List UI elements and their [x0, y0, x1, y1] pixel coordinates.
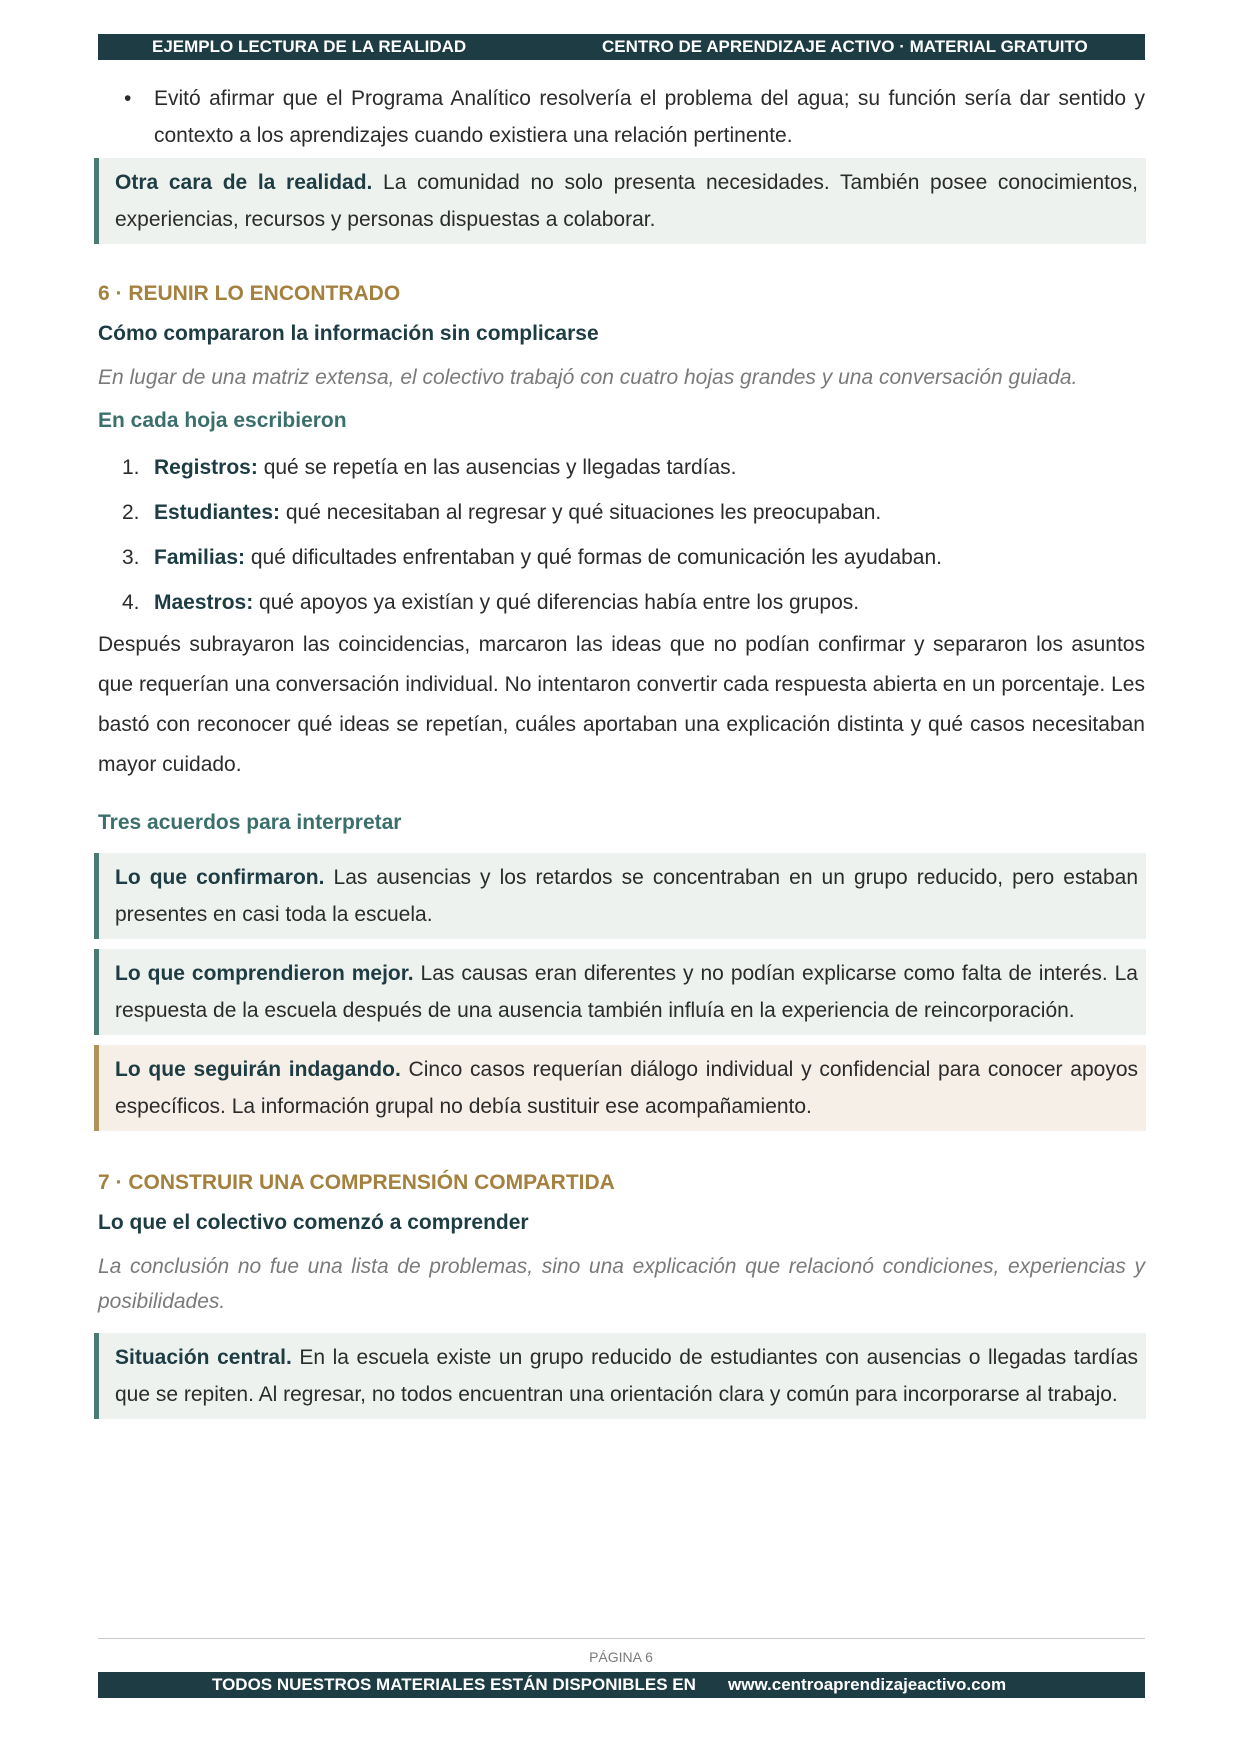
list-title: En cada hoja escribieron [98, 409, 347, 432]
callout-text: La comunidad no solo presenta necesidades. También posee conocimientos, experiencias, recursos y personas dispuestas a colaborar. [115, 171, 1138, 231]
section-7-intro: La conclusión no fue una lista de problemas, sino una explicación que relacionó condiciones, experiencias y posibilidades. [98, 1255, 1145, 1313]
list-item: 3. Familias: qué dificultades enfrentaban y qué formas de comunicación les ayudaban. [122, 546, 942, 569]
section-7-title: 7 · CONSTRUIR UNA COMPRENSIÓN COMPARTIDA [98, 1171, 615, 1194]
callout-bold-label: Otra cara de la realidad. [115, 171, 373, 194]
section-6-intro: En lugar de una matriz extensa, el colectivo trabajó con cuatro hojas grandes y una conversación guiada. [98, 366, 1078, 389]
section-6-subtitle: Cómo compararon la información sin complicarse [98, 322, 599, 345]
page-header [98, 34, 1145, 60]
agreements-title: Tres acuerdos para interpretar [98, 811, 402, 834]
bullet-item [98, 80, 1145, 154]
header-right-title: CENTRO DE APRENDIZAJE ACTIVO · MATERIAL GRATUITO [602, 37, 1088, 56]
callout-situacion-central: Situación central. En la escuela existe un grupo reducido de estudiantes con ausencias o llegadas tardías que se repiten. Al regresar, no todos encuentran una orientación clara y común para incorporarse al trabajo. [94, 1333, 1146, 1419]
footer-website-link[interactable]: www.centroaprendizajeactivo.com [728, 1675, 1007, 1694]
page-content [98, 80, 1145, 1419]
header-left-title: EJEMPLO LECTURA DE LA REALIDAD [152, 37, 467, 56]
page-number: PÁGINA 6 [589, 1649, 653, 1665]
callout-confirmaron: Lo que confirmaron. Las ausencias y los retardos se concentraban en un grupo reducido, pero estaban presentes en casi toda la escuela. [94, 853, 1146, 939]
list-item: 4. Maestros: qué apoyos ya existían y qué diferencias había entre los grupos. [122, 591, 860, 614]
section-7-subtitle: Lo que el colectivo comenzó a comprender [98, 1211, 529, 1234]
section-6-title: 6 · REUNIR LO ENCONTRADO [98, 282, 401, 305]
page-footer [98, 1672, 1145, 1698]
footer-left-text: TODOS NUESTROS MATERIALES ESTÁN DISPONIBLES EN [212, 1675, 696, 1694]
bullet-marker: • [124, 87, 132, 110]
section-6-paragraph: Después subrayaron las coincidencias, marcaron las ideas que no podían confirmar y separaron los asuntos que requerían una conversación individual. No intentaron convertir cada respuesta abierta en un porcentaje. Les bastó con reconocer qué ideas se repetían, cuáles aportaban una explicación distinta y qué casos necesitaban mayor cuidado. [98, 633, 1145, 776]
callout-comprendieron: Lo que comprendieron mejor. Las causas eran diferentes y no podían explicarse como falta de interés. La respuesta de la escuela después de una ausencia también influía en la experiencia de reincorporación. [94, 949, 1146, 1035]
list-item: 2. Estudiantes: qué necesitaban al regresar y qué situaciones les preocupaban. [122, 501, 882, 524]
callout-otra-cara [94, 158, 1146, 244]
numbered-list [98, 445, 1145, 625]
callout-seguiran: Lo que seguirán indagando. Cinco casos requerían diálogo individual y confidencial para conocer apoyos específicos. La información grupal no debía sustituir ese acompañamiento. [94, 1045, 1146, 1131]
list-item: 1. Registros: qué se repetía en las ausencias y llegadas tardías. [122, 456, 737, 479]
footer-divider [98, 1638, 1145, 1639]
bullet-text: Evitó afirmar que el Programa Analítico resolvería el problema del agua; su función sería dar sentido y contexto a los aprendizajes cuando existiera una relación pertinente. [154, 87, 1145, 147]
